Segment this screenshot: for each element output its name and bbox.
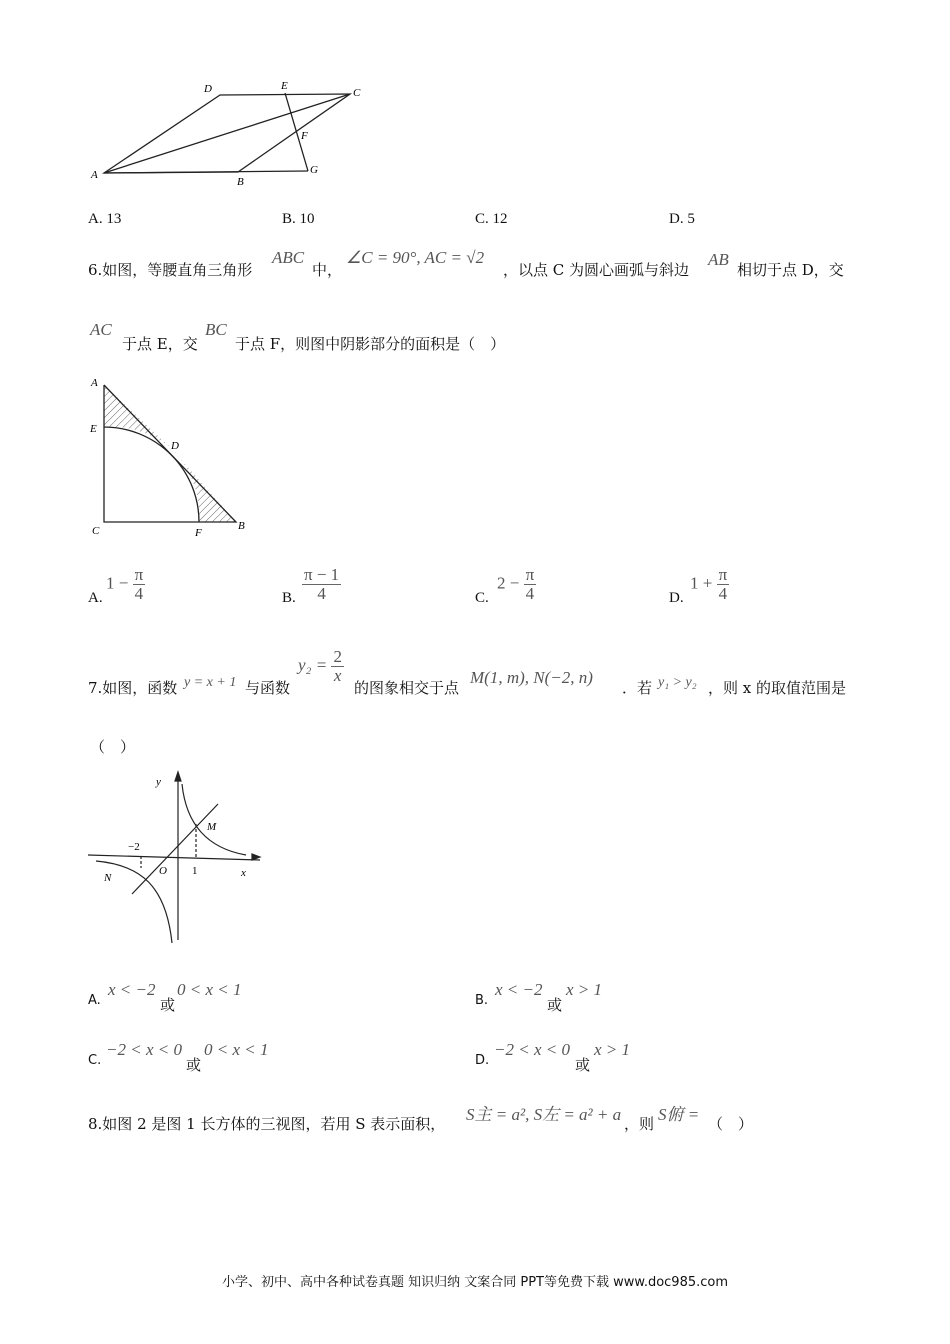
page-footer: 小学、初中、高中各种试卷真题 知识归纳 文案合同 PPT等免费下载 www.doc985.com: [221, 1275, 729, 1290]
q7-option-c-part1: −2 < x < 0: [106, 1040, 182, 1059]
q7-text-prefix: 7.如图，函数: [88, 679, 178, 697]
q7-option-d-part1: −2 < x < 0: [494, 1040, 570, 1059]
q6-text-part5: 于点 F，则图中阴影部分的面积是（ ）: [235, 335, 506, 353]
fig7-label-o: O: [159, 865, 167, 877]
q6-text-part4: 于点 E，交: [122, 335, 198, 353]
q7-math-f1: y = x + 1: [184, 675, 237, 690]
q7-text-mid: 与函数: [245, 679, 291, 697]
q7-option-c-or: 或: [186, 1056, 202, 1074]
q6-option-c-expr: 2 − $\frac{\pi}{4}$: [497, 565, 535, 603]
q6-option-a-expr: 1 − $\frac{\pi}{4}$: [106, 565, 144, 603]
q7-option-c-part2: 0 < x < 1: [204, 1040, 269, 1059]
q8-text-part2: ，则: [624, 1115, 655, 1133]
triangle-arc-figure: [86, 372, 256, 542]
q6-text-mid: 中，: [312, 261, 343, 279]
q7-option-b-part1: x < −2: [495, 980, 543, 999]
q6-option-c-label: C.: [475, 590, 489, 606]
q6-option-d-expr: 1 + $\frac{\pi}{4}$: [690, 565, 728, 603]
q7-option-d-label: D.: [475, 1053, 490, 1068]
fig6-label-c: C: [92, 525, 100, 537]
fig5-label-d: D: [204, 83, 212, 95]
fig7-label-y: y: [156, 776, 161, 788]
q5-option-d: D. 5: [669, 211, 695, 227]
q6-text-part3: 相切于点 D，交: [737, 261, 844, 279]
q7-option-a-label: A.: [88, 993, 101, 1008]
fig7-label-neg2: −2: [128, 841, 140, 853]
q7-option-d-part2: x > 1: [594, 1040, 631, 1059]
q6-math-bc: BC: [205, 320, 227, 339]
q6-text-prefix: 6.如图，等腰直角三角形: [88, 261, 253, 279]
q6-math-ac: AC: [90, 320, 112, 339]
q7-option-b-label: B.: [475, 993, 489, 1008]
q7-option-a-part1: x < −2: [108, 980, 156, 999]
q8-text-prefix: 8.如图 2 是图 1 长方体的三视图，若用 S 表示面积，: [88, 1115, 446, 1133]
fig6-label-e: E: [90, 423, 97, 435]
q6-option-b-label: B.: [282, 590, 296, 606]
q6-math-abc: ABC: [272, 248, 305, 267]
parallelogram-figure: [88, 75, 378, 195]
fig6-label-d: D: [171, 440, 179, 452]
fig6-label-b: B: [238, 520, 245, 532]
fig5-label-c: C: [353, 87, 361, 99]
q7-math-condition: y₁ > y₂: [658, 675, 697, 690]
q8-math-condition: S主 = a², S左 = a² + a: [466, 1105, 622, 1124]
fig7-label-m: M: [207, 821, 217, 833]
q7-option-c-label: C.: [88, 1053, 102, 1068]
q8-math-rhs: S俯 =: [658, 1105, 700, 1124]
q7-answer-paren: （ ）: [90, 738, 136, 756]
q7-option-b-or: 或: [547, 996, 563, 1014]
q7-text-part3: ．若: [622, 679, 653, 697]
q7-math-points: M(1, m), N(−2, n): [470, 668, 593, 687]
fig5-label-f: F: [301, 130, 308, 142]
q5-option-a: A. 13: [88, 211, 122, 227]
q7-math-f2: y₂ = $\frac{2}{x}$: [298, 647, 342, 685]
q6-text-part2: ，以点 C 为圆心画弧与斜边: [503, 261, 690, 279]
q8-answer-paren: （ ）: [708, 1115, 754, 1133]
fig5-label-b: B: [237, 176, 244, 188]
fig6-label-f: F: [195, 527, 202, 539]
q6-option-a-label: A.: [88, 590, 103, 606]
fig6-label-a: A: [91, 377, 98, 389]
q5-option-b: B. 10: [282, 211, 315, 227]
q6-math-condition: ∠C = 90°, AC = √2: [346, 248, 485, 267]
function-graph-figure: [86, 768, 266, 948]
fig5-label-a: A: [91, 169, 98, 181]
fig7-label-x: x: [241, 867, 246, 879]
q7-option-a-part2: 0 < x < 1: [177, 980, 242, 999]
q7-option-a-or: 或: [160, 996, 176, 1014]
q5-option-c: C. 12: [475, 211, 508, 227]
fig5-label-g: G: [310, 164, 318, 176]
q7-text-part4: ，则 x 的取值范围是: [708, 679, 846, 697]
fig7-label-one: 1: [192, 865, 198, 877]
q6-option-b-expr: $\frac{\pi - 1}{4}$: [304, 565, 340, 603]
q6-option-d-label: D.: [669, 590, 684, 606]
fig7-label-n: N: [104, 872, 112, 884]
q7-option-d-or: 或: [575, 1056, 591, 1074]
q7-text-part2: 的图象相交于点: [354, 679, 460, 697]
q7-option-b-part2: x > 1: [566, 980, 603, 999]
q6-math-ab: AB: [708, 250, 729, 269]
fig5-label-e: E: [281, 80, 288, 92]
